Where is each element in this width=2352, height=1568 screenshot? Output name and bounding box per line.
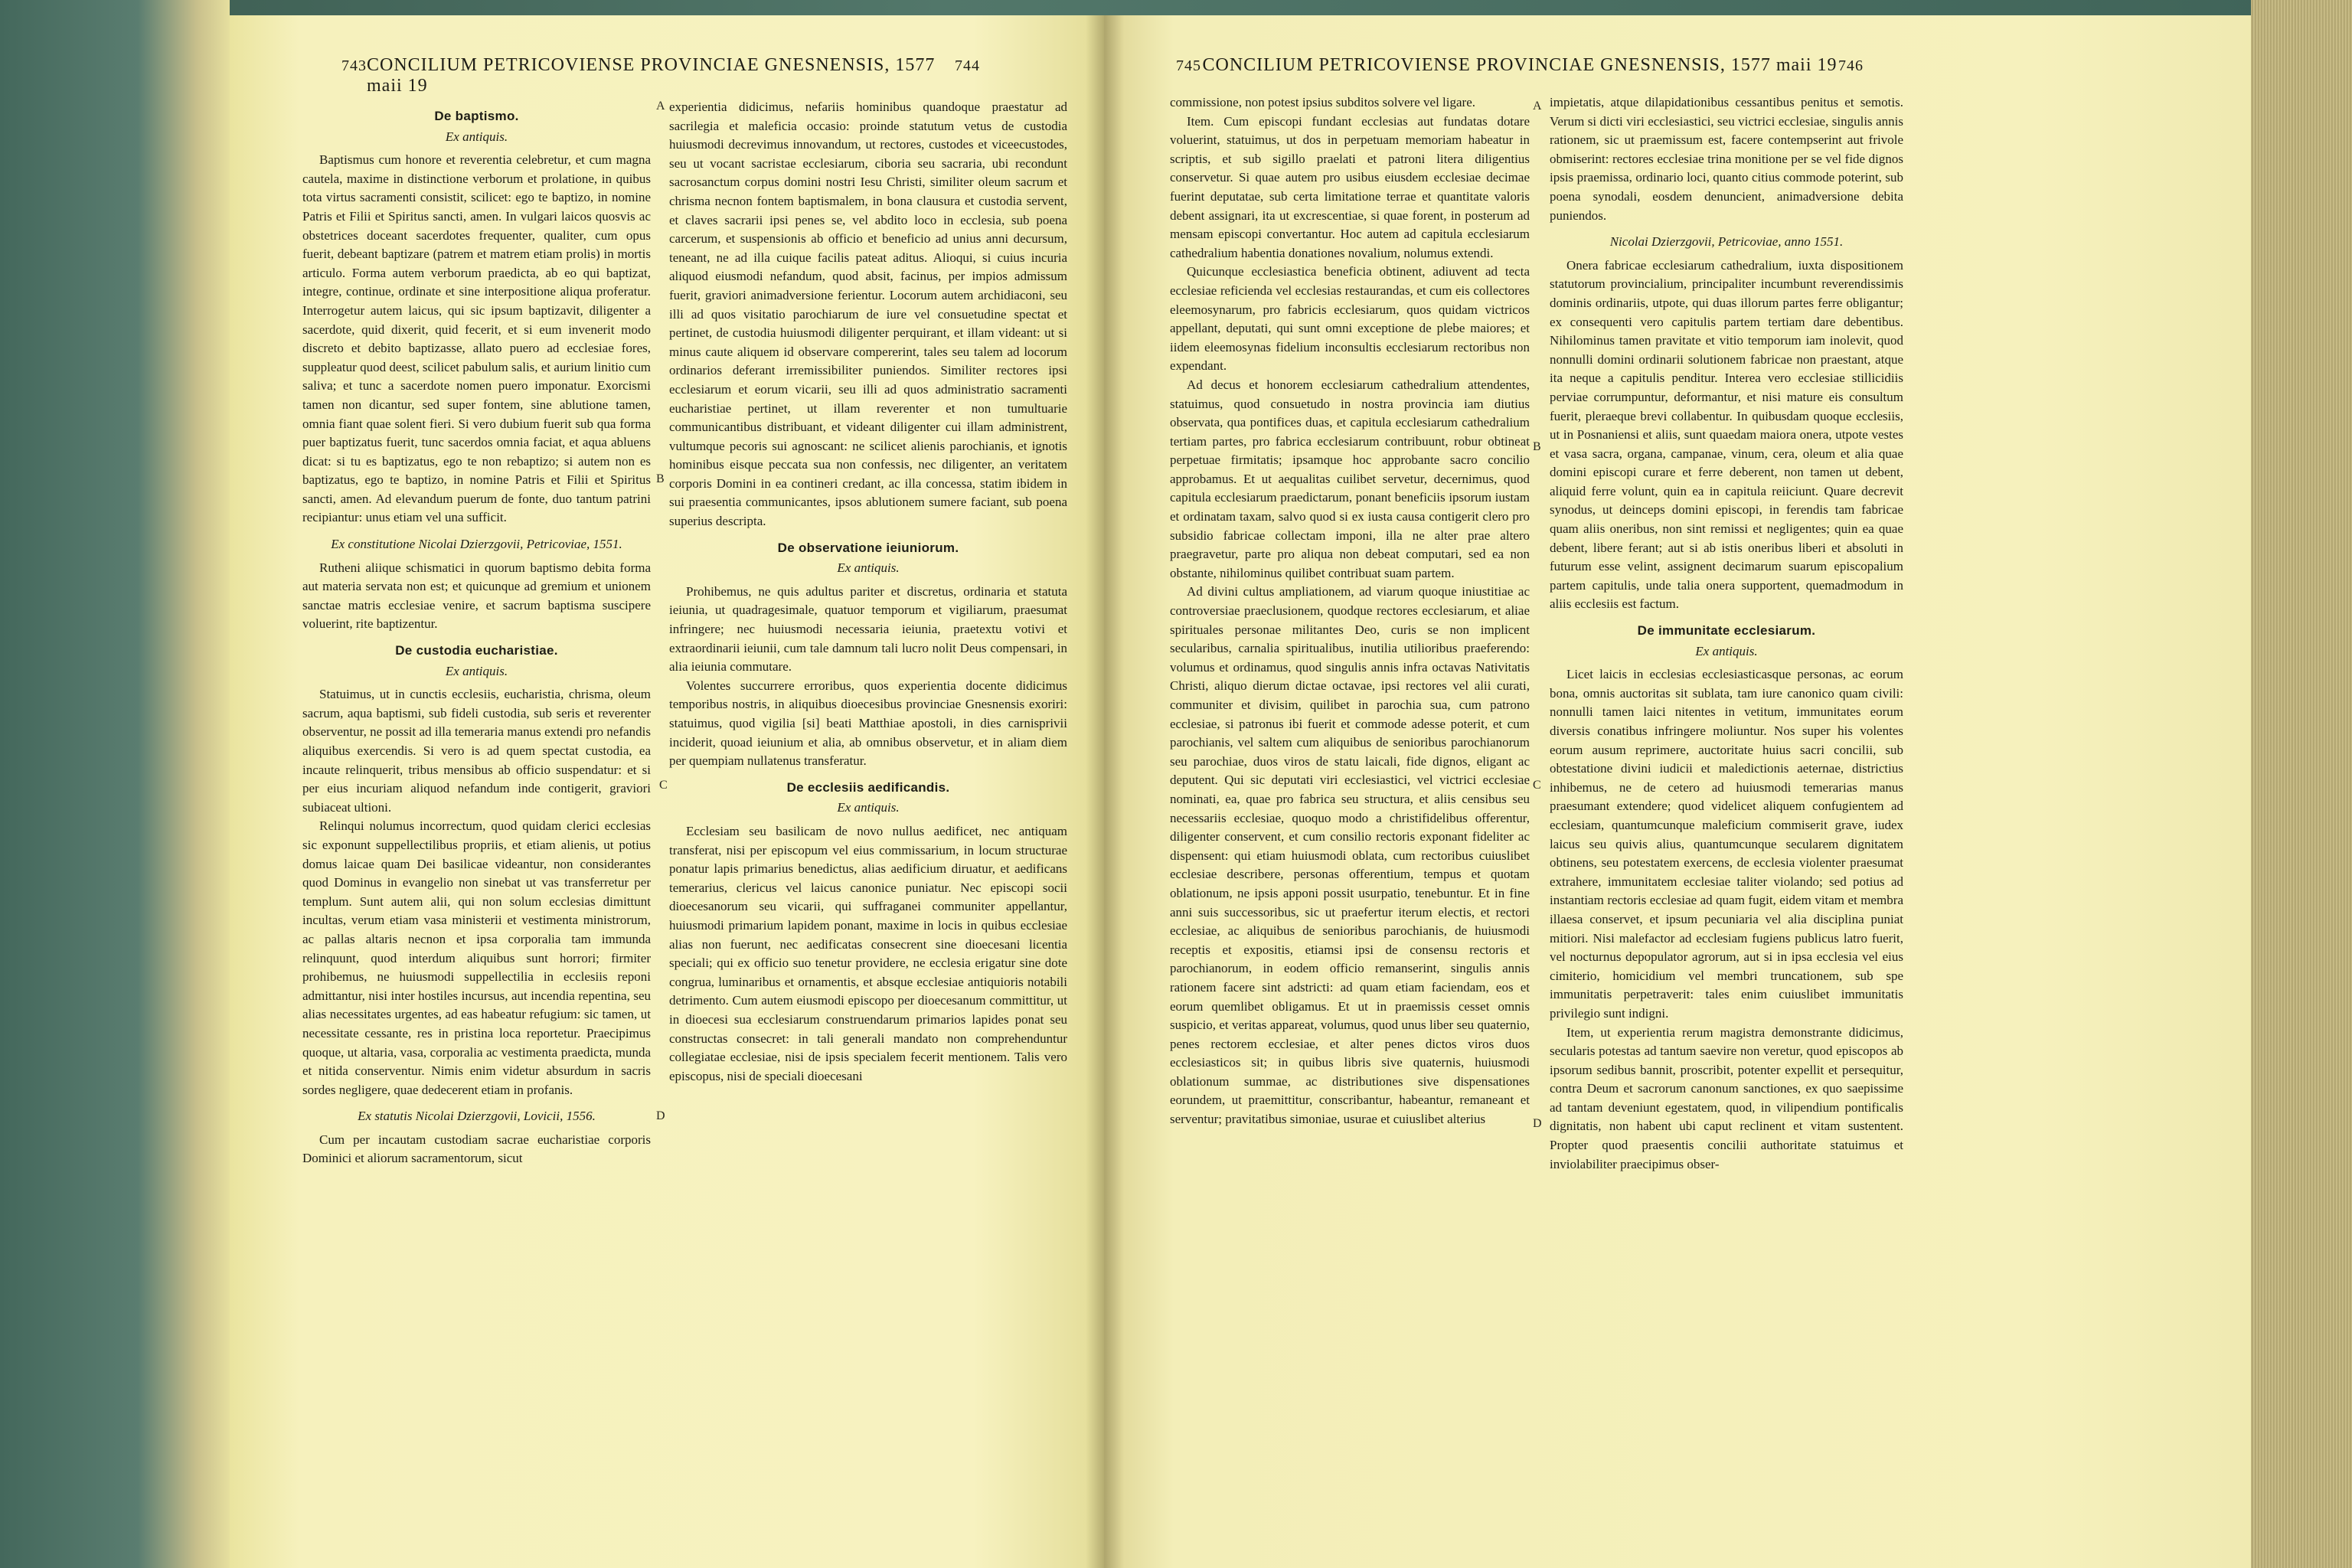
margin-letter-b: B: [1533, 440, 1541, 453]
paragraph: Ad decus et honorem ecclesiarum cathedralium attendentes, statuimus, quod consuetudo in nostra provincia iam diutius observata, qua pontifices duas, et capitula ecclesiarum cathedralium tertiam partes, pro fabrica ecclesiarum contribuunt, robur obtineat perpetuae firmitatis; ipsamque hoc approbante sacro concilio approbamus. Et ut aequalitas cuilibet servetur, decernimus, quod capitula ecclesiarum praedictarum, ponant beneficiis ipsorum iustam et ordinatam taxam, salvo quod si ex iusta causa contigerit clero pro subsidio fabricae collectam imponi, illa ne alter prae altero praegravetur, parte pro aliqua non debeat computari, sed ea non obstante, nihilominus quilibet contribuat suam partem.: [1170, 377, 1530, 580]
page-number: 746: [1838, 57, 1864, 74]
section-heading: De ecclesiis aedificandis.: [786, 779, 950, 795]
margin-letter-a: A: [1533, 100, 1542, 113]
paragraph: Item. Cum episcopi fundant ecclesias aut fundatas dotare voluerint, statuimus, ut dos in perpetuam memoriam habeatur in scriptis, et sub sigillo praelati et patroni litera diligentius conservetur. Si quae autem pro usibus eiusdem ecclesiae decimae fuerint deputatae, sub certa limitatione terrae et quantitate valoris debent assignari, ita ut excrescentiae, si quae forent, in posterum ad mensam episcopi convertantur. Hoc autem ad capitula ecclesiarum cathedralium habentia donationes novalium, nolumus extendi.: [1170, 113, 1530, 260]
section-subheading: Ex antiquis.: [1695, 643, 1758, 658]
section-subheading: Ex antiquis.: [445, 129, 508, 144]
column-1: [302, 107, 651, 1168]
paragraph: Item, ut experientia rerum magistra demonstrante didicimus, secularis potestas ad tantum saevire non veretur, quod episcopos ab ipsorum sedibus bannit, proscribit, potenter expellit et persequitur, contra Deum et sacrorum canonum sanctiones, ex quo saepissime ad tantam deveniunt egestatem, quod, in vilipendium pontificalis dignitatis, non habent ubi caput reclinent et vitam sustentent. Propter quod praesentis concilii authoritate statuimus et inviolabiliter praecipimus obser-: [1550, 1024, 1903, 1171]
page-number: 744: [955, 57, 980, 74]
right-page-edge: [2251, 0, 2352, 1568]
right-running-header: [1176, 55, 1864, 86]
section-subheading: Ex antiquis.: [837, 800, 900, 815]
source-heading: Nicolai Dzierzgovii, Petricoviae, anno 1551.: [1609, 234, 1844, 250]
paragraph: Rutheni aliique schismatici in quorum baptismo debita forma aut materia servata non est; et quicunque ad gremium et unionem sanctae matris ecclesiae venire, et sacrum baptisma suscipere voluerint, rite baptizentur.: [302, 560, 651, 632]
column-3: [1170, 93, 1530, 1129]
section-heading: De baptismo.: [434, 109, 519, 123]
margin-letter-c: C: [659, 779, 668, 792]
left-page-edge: [0, 0, 230, 1568]
column-4: [1550, 93, 1903, 1174]
section-subheading: Ex antiquis.: [837, 560, 900, 576]
margin-letter-d: D: [1533, 1117, 1542, 1130]
section-heading: De observatione ieiuniorum.: [777, 540, 959, 555]
paragraph: Onera fabricae ecclesiarum cathedralium, iuxta dispositionem statutorum provincialium, principaliter incumbunt reverendissimis dominis ordinariis, utpote, qui duas illorum partes ferre obligantur; ex consequenti vero capitulis partem tertiam dare debentibus. Nihilominus tamen pravitate et vitio temporum iam inolevit, quod nonnulli domini ordinarii solutionem fabricae non praestant, atque ita neque a capitulis penditur. Interea vero ecclesiae stillicidiis perviae corrumpuntur, deformantur, et nisi mature eis consultum fuerit, pleraeque brevi collabentur. In quibusdam quoque ecclesiis, ut in Posnaniensi et aliis, sunt quaedam maiora onera, utpote vestes et vasa sacra, organa, campanae, vinum, cera, oleum et alia quae domini episcopi curare et ferre deberent, non tamen ut debent, aliquid ferre volunt, quin ea in capitula reiiciunt. Quare decrevit synodus, ut deinceps domini episcopi, in ferendis tam fabricae quam aliis oneribus, non sint remissi et negligentes; quin ea quae debent, libere ferant; aut si ab istis oneribus liberi et absoluti in futurum esse velint, assignent decimarum suarum episcopalium partem capitulis, unde talia onera supportent, quemadmodum in aliis ecclesiis est factum.: [1550, 257, 1903, 612]
section-subheading: Ex antiquis.: [445, 663, 508, 678]
running-title: CONCILIUM PETRICOVIENSE PROVINCIAE GNESNENSIS, 1577 maii 19: [367, 55, 936, 96]
book-gutter: [1086, 15, 1124, 1568]
source-heading: Ex statutis Nicolai Dzierzgovii, Lovicii, 1556.: [358, 1109, 596, 1124]
section-heading: De immunitate ecclesiarum.: [1637, 623, 1816, 639]
left-running-header: [341, 55, 980, 96]
paragraph: impietatis, atque dilapidationibus cessantibus penitus et semotis. Verum si dicti viri ecclesiastici, seu victrici ecclesiae, singulis annis rationem, sic ut praemissum est, facere contempserint aut frivole obmiserint: rectores ecclesiae trina monitione per se vel fide dignos ipsis praemissa, ordinario loci, quanto citius commode poterint, sub poena synodali, eosdem denuncient, animadversione debita puniendos.: [1550, 95, 1903, 223]
column-2: [669, 98, 1067, 1086]
paragraph: commissione, non potest ipsius subditos solvere vel ligare.: [1170, 95, 1475, 109]
paragraph: Ad divini cultus ampliationem, ad viarum quoque iniustitiae ac controversiae praeclusionem, quodque rectores ecclesiarum, et aliae spirituales personae militantes Deo, curis se non implicent secularibus, carnalia spiritualibus, inutilia utilioribus praeferendo: volumus et ordinamus, quod singulis annis infra octavas Nativitatis Christi, aliquo dierum dictae octavae, ipsi rectores vel alii curati, communiter et divisim, quilibet in parochia sua, cum patrono ecclesiae, si patronus ibi fuerit et commode adesse poterit, et cum parochianis, vel saltem cum aliquibus de senioribus parochianorum seu parochiae, duos viros de statu laicali, fide dignos, eligant ac deputent. Qui sic deputati viri ecclesiastici, vel victrici ecclesiae nominati, ea, quae pro fabrica seu structura, et aliis censibus seu necessariis ecclesiae, quoquo modo a christifidelibus offerentur, diligenter conservent, et cum consilio rectoris exponant fideliter ac dispensent: qui etiam huiusmodi oblata, cum rectoribus cuiuslibet ecclesiae describere, personas offerentium, tempus et quotam oblationum, ne ipsis apponi possit usurpatio, tenebuntur. Et in fine anni suis successoribus, sic ut praefertur iterum electis, et rectori ecclesiae, ac aliquibus de senioribus parochianis, de huiusmodi receptis et expositis, etiamsi ipsi de consensu rectoris et parochianorum, in eodem officio remanserint, singulis annis rationem facere sint adstricti: ad quam etiam faciendam, eos et eorum quemlibet obligamus. Et ut in praemissis cesset omnis suspicio, et veritas appareat, volumus, quod unus liber seu quaternio, penes rectorem ecclesiae, et alter penes dictos viros duos ecclesiasticos sit; in quibus libris sive quaternis, huiusmodi oblationum summae, ac distributiones sive dispensationes eorundem, ut praemittitur, conscribantur, habeantur, remaneant et serventur; pravitatibus simoniae, usurae et cuiuslibet alterius: [1170, 584, 1530, 1127]
paragraph: Relinqui nolumus incorrectum, quod quidam clerici ecclesias sic exponunt suppellectilibus propriis, et etiam alienis, ut potius domus laicae quam Dei basilicae videantur, non considerantes quod Dominus in evangelio non sinebat ut vas transferretur per templum. Sunt autem alii, qui non solum ecclesias dimittunt incultas, verum etiam vasa ministerii et vestimenta ministrorum, ac pallas altaris necnon et ipsa corporalia tam immunda relinquunt, quod interdum aliquibus sunt horrori; firmiter prohibemus, ne huiusmodi suppellectilia in ecclesiis reponi admittantur, nisi inter hostiles incursus, aut incendia repentina, seu alias necessitates urgentes, ad eas habeatur refugium: sic tamen, ut necessitate cessante, res in pristina loca reportetur. Praecipimus quoque, ut altaria, vasa, corporalia ac vestimenta praedicta, munda et nitida conserventur. Nimis enim videtur absurdum in sacris sordes negligere, quae dedecerent etiam in profanis.: [302, 818, 651, 1097]
paragraph: Quicunque ecclesiastica beneficia obtinent, adiuvent ad tecta ecclesiae reficienda vel ecclesias restaurandas, et cum eis collectores eleemosynarum, pro fabricis ecclesiarum, quos quidam victricos appellant, deputati, qui sunt omni exceptione de plebe maiores; et iidem eleemosynas fidelium inconsultis ecclesiarum rectoribus non expendant.: [1170, 264, 1530, 374]
page-number: 745: [1176, 57, 1201, 74]
paragraph: Prohibemus, ne quis adultus pariter et discretus, ordinaria et statuta ieiunia, ut quadragesimale, quatuor temporum et vigiliarum, praesumat infringere; nec huiusmodi necessaria ieiunia, praetextu votivi et extraordinarii ieiunii, cum tale damnum tali lucro nolit Deus compensari, in alia ieiunia commutare.: [669, 583, 1067, 675]
paragraph: Statuimus, ut in cunctis ecclesiis, eucharistia, chrisma, oleum sacrum, aqua baptismi, sub fideli custodia, sub seris et reverenter observentur, ne possit ad illa temeraria manus extendi pro nefandis aliquibus exercendis. Si vero is ad quem spectat custodia, ea incaute relinquerit, tribus mensibus ab officio suspendatur: et si per eius incuriam aliquod nefandum inde contigerit, graviori subiaceat ultioni.: [302, 687, 651, 815]
page-number: 743: [341, 57, 367, 74]
running-title: CONCILIUM PETRICOVIENSE PROVINCIAE GNESNENSIS, 1577 maii 19: [1202, 55, 1838, 75]
paragraph: Baptismus cum honore et reverentia celebretur, et cum magna cautela, maxime in distinctione verborum et prolatione, in quibus tota virtus sacramenti consistit, scilicet: ego te baptizo, in nomine Patris et Filii et Spiritus sancti, amen. In vulgari laicos quosvis ac obstetrices doceant sacerdotes frequenter, qualiter, cum opus fuerit, debeant baptizare (patrem et matrem etiam prolis) in mortis articulo. Forma autem verborum praedicta, ab eo qui baptizat, integre, continue, ordinate et sine interpositione aliqua proferatur. Interrogetur autem laicus, qui sic ipsum baptizavit, diligenter a sacerdote, quid dixerit, quid fecerit, et si eum invenerit modo discreto et debito baptizasse, allato puero ad ecclesiae fores, suppleatur quod deest, scilicet pabulum salis, et aurium linitio cum saliva; et tunc a sacerdote nomen puero imponatur. Exorcismi tamen non dicantur, sed super fontem, sine ablutione tamen, omnia fiant quae solent fieri. Si vero dubium fuerit sub qua forma puer baptizatus fuerit, tunc sacerdos omnia faciat, et aqua abluens dicat: si tu es baptizatus, ego te non rebaptizo; si autem non es baptizatus, ego te baptizo, in nomine Patris et Filii et Spiritus sancti, amen. Ad elevandum puerum de fonte, duo tantum patrini recipiantur: unus etiam vel una sufficit.: [302, 152, 651, 525]
margin-letter-c: C: [1533, 779, 1541, 792]
margin-letter-b: B: [656, 472, 665, 485]
margin-letter-a: A: [656, 100, 665, 113]
margin-letter-d: D: [656, 1109, 665, 1122]
paragraph: Ecclesiam seu basilicam de novo nullus aedificet, nec antiquam transferat, nisi per episcopum vel eius commissarium, in locum structurae ponatur lapis primarius benedictus, alias aedificium diruatur, et aedificans temerarius, clericus vel laicus canonice puniatur. Nec episcopi socii dioecesanorum seu vicarii, qui suffraganei communiter appellantur, huiusmodi primarium lapidem ponant, maxime in locis in quibus ecclesiae alias non fuerunt, nec aedificatas consecrent sine dioecesani licentia speciali; qui ex officio suo tenetur providere, ne ecclesia erigatur sine dote congrua, luminaribus et ornamentis, et absque ecclesiae antiquioris notabili detrimento. Cum autem eiusmodi episcopo per dioecesanum committitur, ut in dioecesi sua ecclesiarum construendarum primarios lapides ponat seu constructas consecret: in tali generali mandato non comprehenduntur collegiatae ecclesiae, nisi de ipsis specialem fecerit mentionem. Talis vero episcopus, nisi de speciali dioecesani: [669, 823, 1067, 1083]
source-heading: Ex constitutione Nicolai Dzierzgovii, Petricoviae, 1551.: [331, 537, 622, 552]
paragraph: Volentes succurrere erroribus, quos experientia docente didicimus temporibus nostris, in aliquibus dioecesibus provinciae Gnesnensis exoriri: statuimus, quod vigilia [si] beati Matthiae apostoli, in dies carnisprivii inciderit, quoad ieiunium et alia, ab omnibus observetur, et in aliam diem per quempiam nullatenus transferatur.: [669, 678, 1067, 769]
paragraph: Cum per incautam custodiam sacrae eucharistiae corporis Dominici et aliorum sacramentorum, sicut: [302, 1132, 651, 1166]
paragraph: Licet laicis in ecclesias ecclesiasticasque personas, ac eorum bona, omnis auctoritas sit sublata, tam iure canonico quam civili: nonnulli tamen laici nitentes in vetitum, immunitates eorum diversis conatibus infringere moliuntur. Nos super his volentes eorum ausum reprimere, auctoritate huius sacri concilii, sub obtestatione divini iudicii et maledictionis aeternae, districtius inhibemus, ne de cetero ad huiusmodi temerarias manus praesumant extendere; quod videlicet aliquem confugientem ad ecclesiam, quantumcunque maleficium commiserit grave, iudex laicus seu quivis alius, quantumcunque secularem dignitatem obtinens, seu potestatem exercens, de ecclesia violenter praesumat extrahere, immunitatem ecclesiae taliter violando; sed potius ad instantiam rectoris ecclesiae ad quam fugit, eidem vitam et membra illaesa conservet, et ipsum pecuniaria vel alia disciplina puniat mitiori. Nisi malefactor ad ecclesiam fugiens publicus latro fuerit, vel nocturnus depopulator agrorum, aut si in ipsa ecclesia vel eius cimiterio, homicidium vel membri truncationem, sub spe immunitatis perpetraverit: tales enim cuiuslibet immunitatis privilegio sunt indigni.: [1550, 667, 1903, 1021]
paragraph: experientia didicimus, nefariis hominibus quandoque praestatur ad sacrilegia et maleficia occasio: proinde statutum vetus de custodia huiusmodi decrevimus innovandum, ut rectores, custodes et viceecustodes, seu ut vocant sacristae ecclesiarum, ciboria seu sacraria, ubi recondunt sacrosanctum corpus domini nostri Iesu Christi, similiter oleum sacrum et chrisma necnon fontem baptismalem, in bona clausura et custodia servent, et claves sacrarii ipsi penes se, vel abdito loco in ecclesia, sub poena carcerum, et suspensionis ab officio et beneficio ad unius anni decursum, teneant, ne ad illa cuique facilis pateat aditus. Alioqui, si cuius incuria aliquod eiusmodi nefandum, quod absit, facinus, per impios admissum fuerit, graviori animadversione ferientur. Locorum autem archidiaconi, seu illi ad quos visitatio parochiarum de iure vel consuetudine spectat et pertinet, de custodia huiusmodi diligenter perquirant, et illam videant: ut si minus caute aliquem id observare compererint, tales seu talem ad locorum ordinarios deferant irremissibiliter puniendos. Similiter rectores ipsi ecclesiarum et eorum vicarii, seu illi ad quos administratio sacramenti eucharistiae pertinet, ut illam reverenter et non tumultuarie communicantibus distribuant, et videant diligenter cui illam administrent, vultumque pecoris sui agnoscant: ne scilicet alienis parochianis, et ignotis hominibus eisque peccata sua non confessis, nec diligenter, an veritatem corporis Domini in ea contineri credant, ac illa concessa, statim ibidem in sui praesentia communicantes, ipsos ablutionem sumere faciant, sub poena superius descripta.: [669, 100, 1067, 529]
section-heading: De custodia eucharistiae.: [395, 643, 558, 658]
